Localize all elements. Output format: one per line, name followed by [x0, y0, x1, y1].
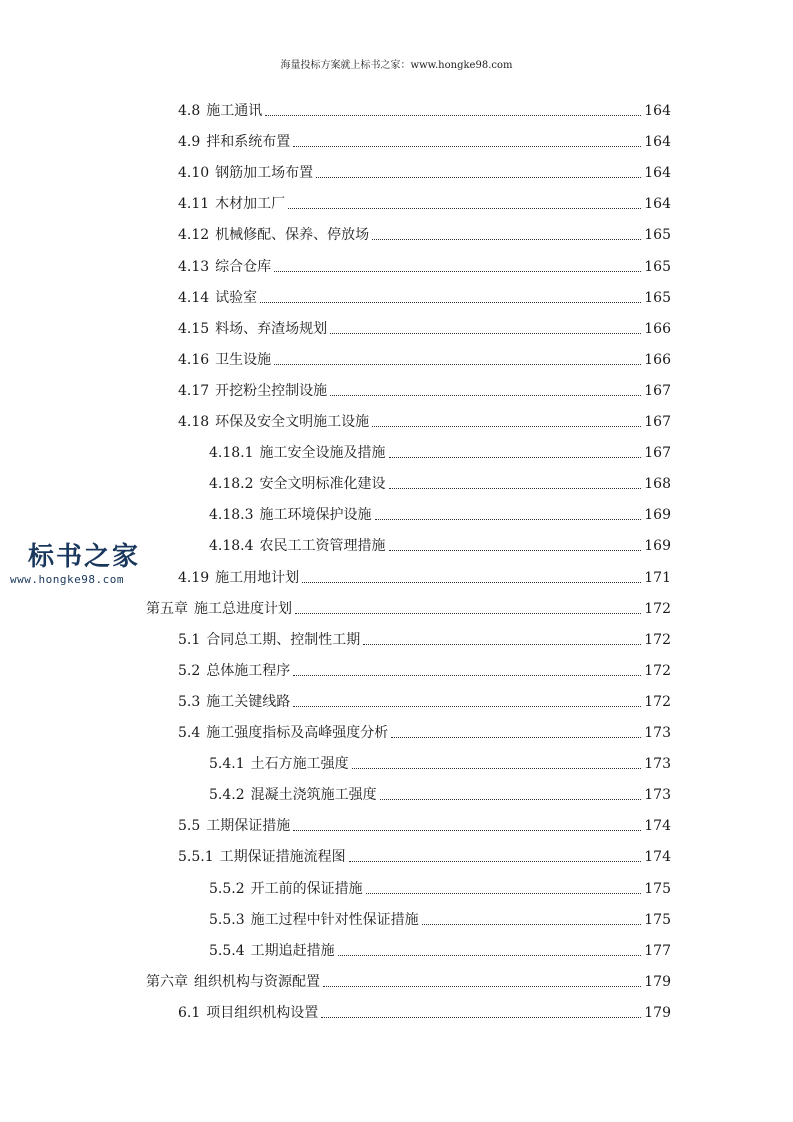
toc-entry-number: 第五章 — [146, 600, 188, 617]
toc-entry[interactable] — [178, 407, 671, 431]
toc-entry-page: 173 — [644, 756, 671, 773]
toc-dot-leader — [372, 426, 641, 427]
toc-entry-title: 施工过程中针对性保证措施 — [250, 911, 419, 928]
toc-entry-page: 164 — [644, 165, 671, 182]
toc-entry-page: 174 — [644, 818, 671, 835]
toc-entry-title: 项目组织机构设置 — [206, 1004, 319, 1021]
toc-entry-page: 164 — [644, 196, 671, 213]
toc-entry-page: 175 — [644, 880, 671, 897]
toc-entry-page: 167 — [644, 382, 671, 399]
watermark-logo: 标书之家 — [28, 542, 141, 572]
toc-entry[interactable] — [178, 96, 671, 120]
toc-entry-number: 6.1 — [178, 1004, 201, 1021]
toc-entry-number: 4.13 — [178, 258, 210, 275]
toc-entry-number: 4.18.3 — [209, 507, 254, 524]
toc-entry-label — [146, 600, 292, 618]
toc-entry-title: 料场、弃渣场规划 — [215, 320, 328, 337]
toc-entry[interactable] — [178, 189, 671, 213]
toc-entry[interactable] — [178, 252, 671, 276]
toc-entry-label — [178, 351, 271, 369]
toc-entry-label — [178, 1004, 318, 1022]
toc-entry-number: 5.4 — [178, 725, 201, 741]
toc-entry-label — [146, 973, 320, 991]
toc-dot-leader — [316, 177, 641, 178]
toc-entry-title: 混凝土浇筑施工强度 — [250, 787, 377, 804]
toc-entry-number: 4.17 — [178, 382, 210, 399]
toc-entry-label — [178, 195, 285, 213]
toc-entry[interactable] — [178, 998, 671, 1022]
toc-entry-label — [178, 817, 290, 835]
toc-entry[interactable] — [209, 531, 671, 555]
toc-dot-leader — [323, 986, 641, 987]
toc-entry-label — [178, 662, 290, 680]
toc-entry-number: 5.5.4 — [209, 942, 245, 959]
toc-entry-title: 钢筋加工场布置 — [215, 165, 314, 182]
toc-entry[interactable] — [178, 376, 671, 400]
toc-entry-label — [178, 693, 290, 711]
toc-entry-page: 169 — [644, 507, 671, 524]
toc-entry-title: 施工用地计划 — [215, 569, 300, 586]
toc-dot-leader — [274, 364, 641, 365]
toc-entry-label — [209, 942, 335, 960]
toc-dot-leader — [330, 395, 641, 396]
toc-entry[interactable] — [178, 563, 671, 587]
toc-entry-page: 166 — [644, 351, 671, 368]
toc-entry-number: 4.18.4 — [209, 538, 254, 555]
toc-entry-title: 工期保证措施流程图 — [219, 849, 346, 866]
toc-dot-leader — [293, 675, 641, 676]
toc-dot-leader — [389, 457, 642, 458]
toc-entry-page: 172 — [644, 631, 671, 648]
toc-entry-page: 172 — [644, 600, 671, 617]
toc-entry[interactable] — [178, 718, 671, 742]
toc-entry-title: 试验室 — [215, 289, 258, 306]
toc-entry-number: 4.9 — [178, 134, 201, 151]
toc-entry-title: 工期追赶措施 — [250, 942, 335, 959]
toc-entry-title: 卫生设施 — [215, 351, 272, 368]
toc-entry-page: 171 — [644, 569, 671, 586]
toc-entry[interactable] — [209, 438, 671, 462]
toc-entry-title: 总体施工程序 — [206, 662, 291, 679]
toc-entry-number: 5.5.1 — [178, 849, 214, 866]
toc-entry-label — [178, 382, 327, 400]
toc-entry[interactable] — [178, 283, 671, 307]
toc-entry-page: 174 — [644, 849, 671, 866]
toc-entry-number: 5.4.2 — [209, 787, 245, 804]
toc-entry-label — [209, 444, 386, 462]
toc-entry[interactable] — [178, 345, 671, 369]
toc-entry-label — [209, 786, 377, 804]
toc-dot-leader — [389, 488, 642, 489]
toc-dot-leader — [295, 613, 641, 614]
toc-entry[interactable] — [178, 687, 671, 711]
toc-entry-title: 工期保证措施 — [206, 818, 291, 835]
toc-entry-label — [178, 289, 257, 307]
toc-entry-title: 综合仓库 — [215, 258, 272, 275]
toc-entry-number: 4.15 — [178, 320, 210, 337]
toc-entry[interactable] — [146, 967, 671, 991]
toc-dot-leader — [330, 333, 641, 334]
toc-entry-page: 164 — [644, 134, 671, 151]
toc-entry-number: 第六章 — [146, 973, 188, 990]
toc-entry-title: 开工前的保证措施 — [250, 880, 363, 897]
toc-entry-number: 4.8 — [178, 103, 201, 119]
toc-entry[interactable] — [178, 158, 671, 182]
toc-entry-page: 168 — [644, 476, 671, 493]
toc-dot-leader — [293, 830, 641, 831]
toc-entry[interactable] — [178, 220, 671, 244]
toc-dot-leader — [372, 239, 641, 240]
toc-dot-leader — [380, 799, 642, 800]
toc-dot-leader — [288, 208, 641, 209]
toc-dot-leader — [338, 955, 642, 956]
toc-entry-title: 环保及安全文明施工设施 — [215, 414, 370, 430]
toc-entry-page: 167 — [644, 445, 671, 462]
toc-entry-label — [178, 226, 369, 244]
toc-entry[interactable] — [178, 811, 671, 835]
toc-entry-label — [178, 164, 313, 182]
toc-entry-number: 5.5.3 — [209, 911, 245, 928]
toc-entry-number: 5.2 — [178, 662, 201, 679]
toc-entry-label — [209, 475, 386, 493]
toc-entry-number: 5.5.2 — [209, 880, 245, 897]
toc-entry-page: 172 — [644, 662, 671, 679]
toc-entry-title: 木材加工厂 — [215, 196, 286, 213]
toc-entry-title: 开挖粉尘控制设施 — [215, 382, 328, 399]
toc-entry-label — [209, 537, 386, 555]
toc-entry-label — [178, 258, 271, 276]
toc-entry-label — [209, 911, 419, 929]
toc-entry-page: 179 — [644, 973, 671, 990]
page-header: 海量投标方案就上标书之家：www.hongke98.com — [280, 60, 513, 71]
toc-entry[interactable] — [209, 469, 671, 493]
toc-entry-title: 施工总进度计划 — [194, 600, 292, 617]
toc-entry-title: 施工强度指标及高峰强度分析 — [206, 725, 389, 741]
toc-entry[interactable] — [146, 594, 671, 618]
toc-entry-page: 173 — [644, 725, 671, 741]
toc-entry-page: 165 — [644, 289, 671, 306]
toc-entry-label — [178, 631, 360, 649]
toc-entry-number: 5.5 — [178, 818, 201, 835]
toc-entry-label — [178, 320, 327, 338]
toc-dot-leader — [265, 115, 641, 116]
toc-entry-number: 4.14 — [178, 289, 210, 306]
watermark-url: www.hongke98.com — [10, 573, 124, 586]
toc-entry-title: 施工安全设施及措施 — [259, 445, 386, 462]
toc-dot-leader — [366, 893, 642, 894]
toc-entry-label — [178, 569, 299, 587]
toc-entry-number: 4.11 — [178, 196, 210, 213]
toc-entry-page: 173 — [644, 787, 671, 804]
toc-entry-page: 164 — [644, 103, 671, 119]
toc-entry-page: 172 — [644, 693, 671, 710]
toc-dot-leader — [352, 768, 642, 769]
toc-dot-leader — [391, 737, 641, 738]
toc-entry-title: 拌和系统布置 — [206, 134, 291, 151]
toc-entry-number: 4.16 — [178, 351, 210, 368]
toc-entry-label — [178, 848, 346, 866]
toc-entry[interactable] — [178, 625, 671, 649]
toc-entry-number: 4.19 — [178, 569, 210, 586]
toc-entry[interactable] — [209, 780, 671, 804]
toc-entry-title: 农民工工资管理措施 — [259, 538, 386, 555]
toc-entry-title: 安全文明标准化建设 — [259, 476, 386, 493]
watermark — [10, 536, 160, 586]
toc-entry-label — [178, 413, 369, 431]
toc-entry[interactable] — [209, 874, 671, 898]
toc-entry-page: 177 — [644, 942, 671, 959]
toc-entry[interactable] — [178, 656, 671, 680]
toc-entry-number: 4.18 — [178, 414, 210, 430]
toc-entry-title: 合同总工期、控制性工期 — [206, 631, 361, 648]
toc-dot-leader — [321, 1017, 641, 1018]
toc-entry-page: 169 — [644, 538, 671, 555]
toc-dot-leader — [363, 644, 641, 645]
toc-entry-label — [178, 133, 290, 151]
toc-entry-number: 4.10 — [178, 165, 210, 182]
toc-entry-label — [178, 724, 388, 742]
toc-entry-page: 165 — [644, 258, 671, 275]
toc-entry-number: 4.18.1 — [209, 445, 254, 462]
toc-entry[interactable] — [178, 314, 671, 338]
toc-entry-title: 施工通讯 — [206, 103, 263, 119]
toc-entry-label — [209, 755, 349, 773]
toc-entry-title: 机械修配、保养、停放场 — [215, 227, 370, 244]
toc-dot-leader — [389, 550, 642, 551]
toc-entry-number: 5.1 — [178, 631, 201, 648]
toc-entry-page: 175 — [644, 911, 671, 928]
toc-entry[interactable] — [178, 842, 671, 866]
toc-entry[interactable] — [178, 127, 671, 151]
toc-entry[interactable] — [209, 500, 671, 524]
toc-entry-label — [178, 102, 262, 120]
toc-entry[interactable] — [209, 905, 671, 929]
toc-entry-page: 166 — [644, 320, 671, 337]
toc-entry-page: 165 — [644, 227, 671, 244]
toc-entry-title: 施工关键线路 — [206, 693, 291, 710]
toc-entry-title: 组织机构与资源配置 — [194, 973, 320, 990]
toc-entry-title: 土石方施工强度 — [250, 756, 349, 773]
toc-entry-page: 167 — [644, 414, 671, 430]
toc-dot-leader — [422, 924, 642, 925]
toc-entry-number: 4.18.2 — [209, 476, 254, 493]
toc-dot-leader — [260, 302, 641, 303]
toc-entry-number: 5.3 — [178, 693, 201, 710]
toc-entry-title: 施工环境保护设施 — [259, 507, 372, 524]
toc-entry-label — [209, 880, 363, 898]
toc-dot-leader — [349, 861, 642, 862]
toc-entry-number: 5.4.1 — [209, 756, 245, 773]
toc-entry-page: 179 — [644, 1004, 671, 1021]
toc-dot-leader — [293, 146, 641, 147]
toc-entry-number: 4.12 — [178, 227, 210, 244]
toc-dot-leader — [274, 271, 641, 272]
toc-entry[interactable] — [209, 936, 671, 960]
toc-dot-leader — [293, 706, 641, 707]
toc-entry-label — [209, 506, 372, 524]
toc-entry[interactable] — [209, 749, 671, 773]
toc-dot-leader — [375, 519, 642, 520]
toc-dot-leader — [302, 582, 641, 583]
